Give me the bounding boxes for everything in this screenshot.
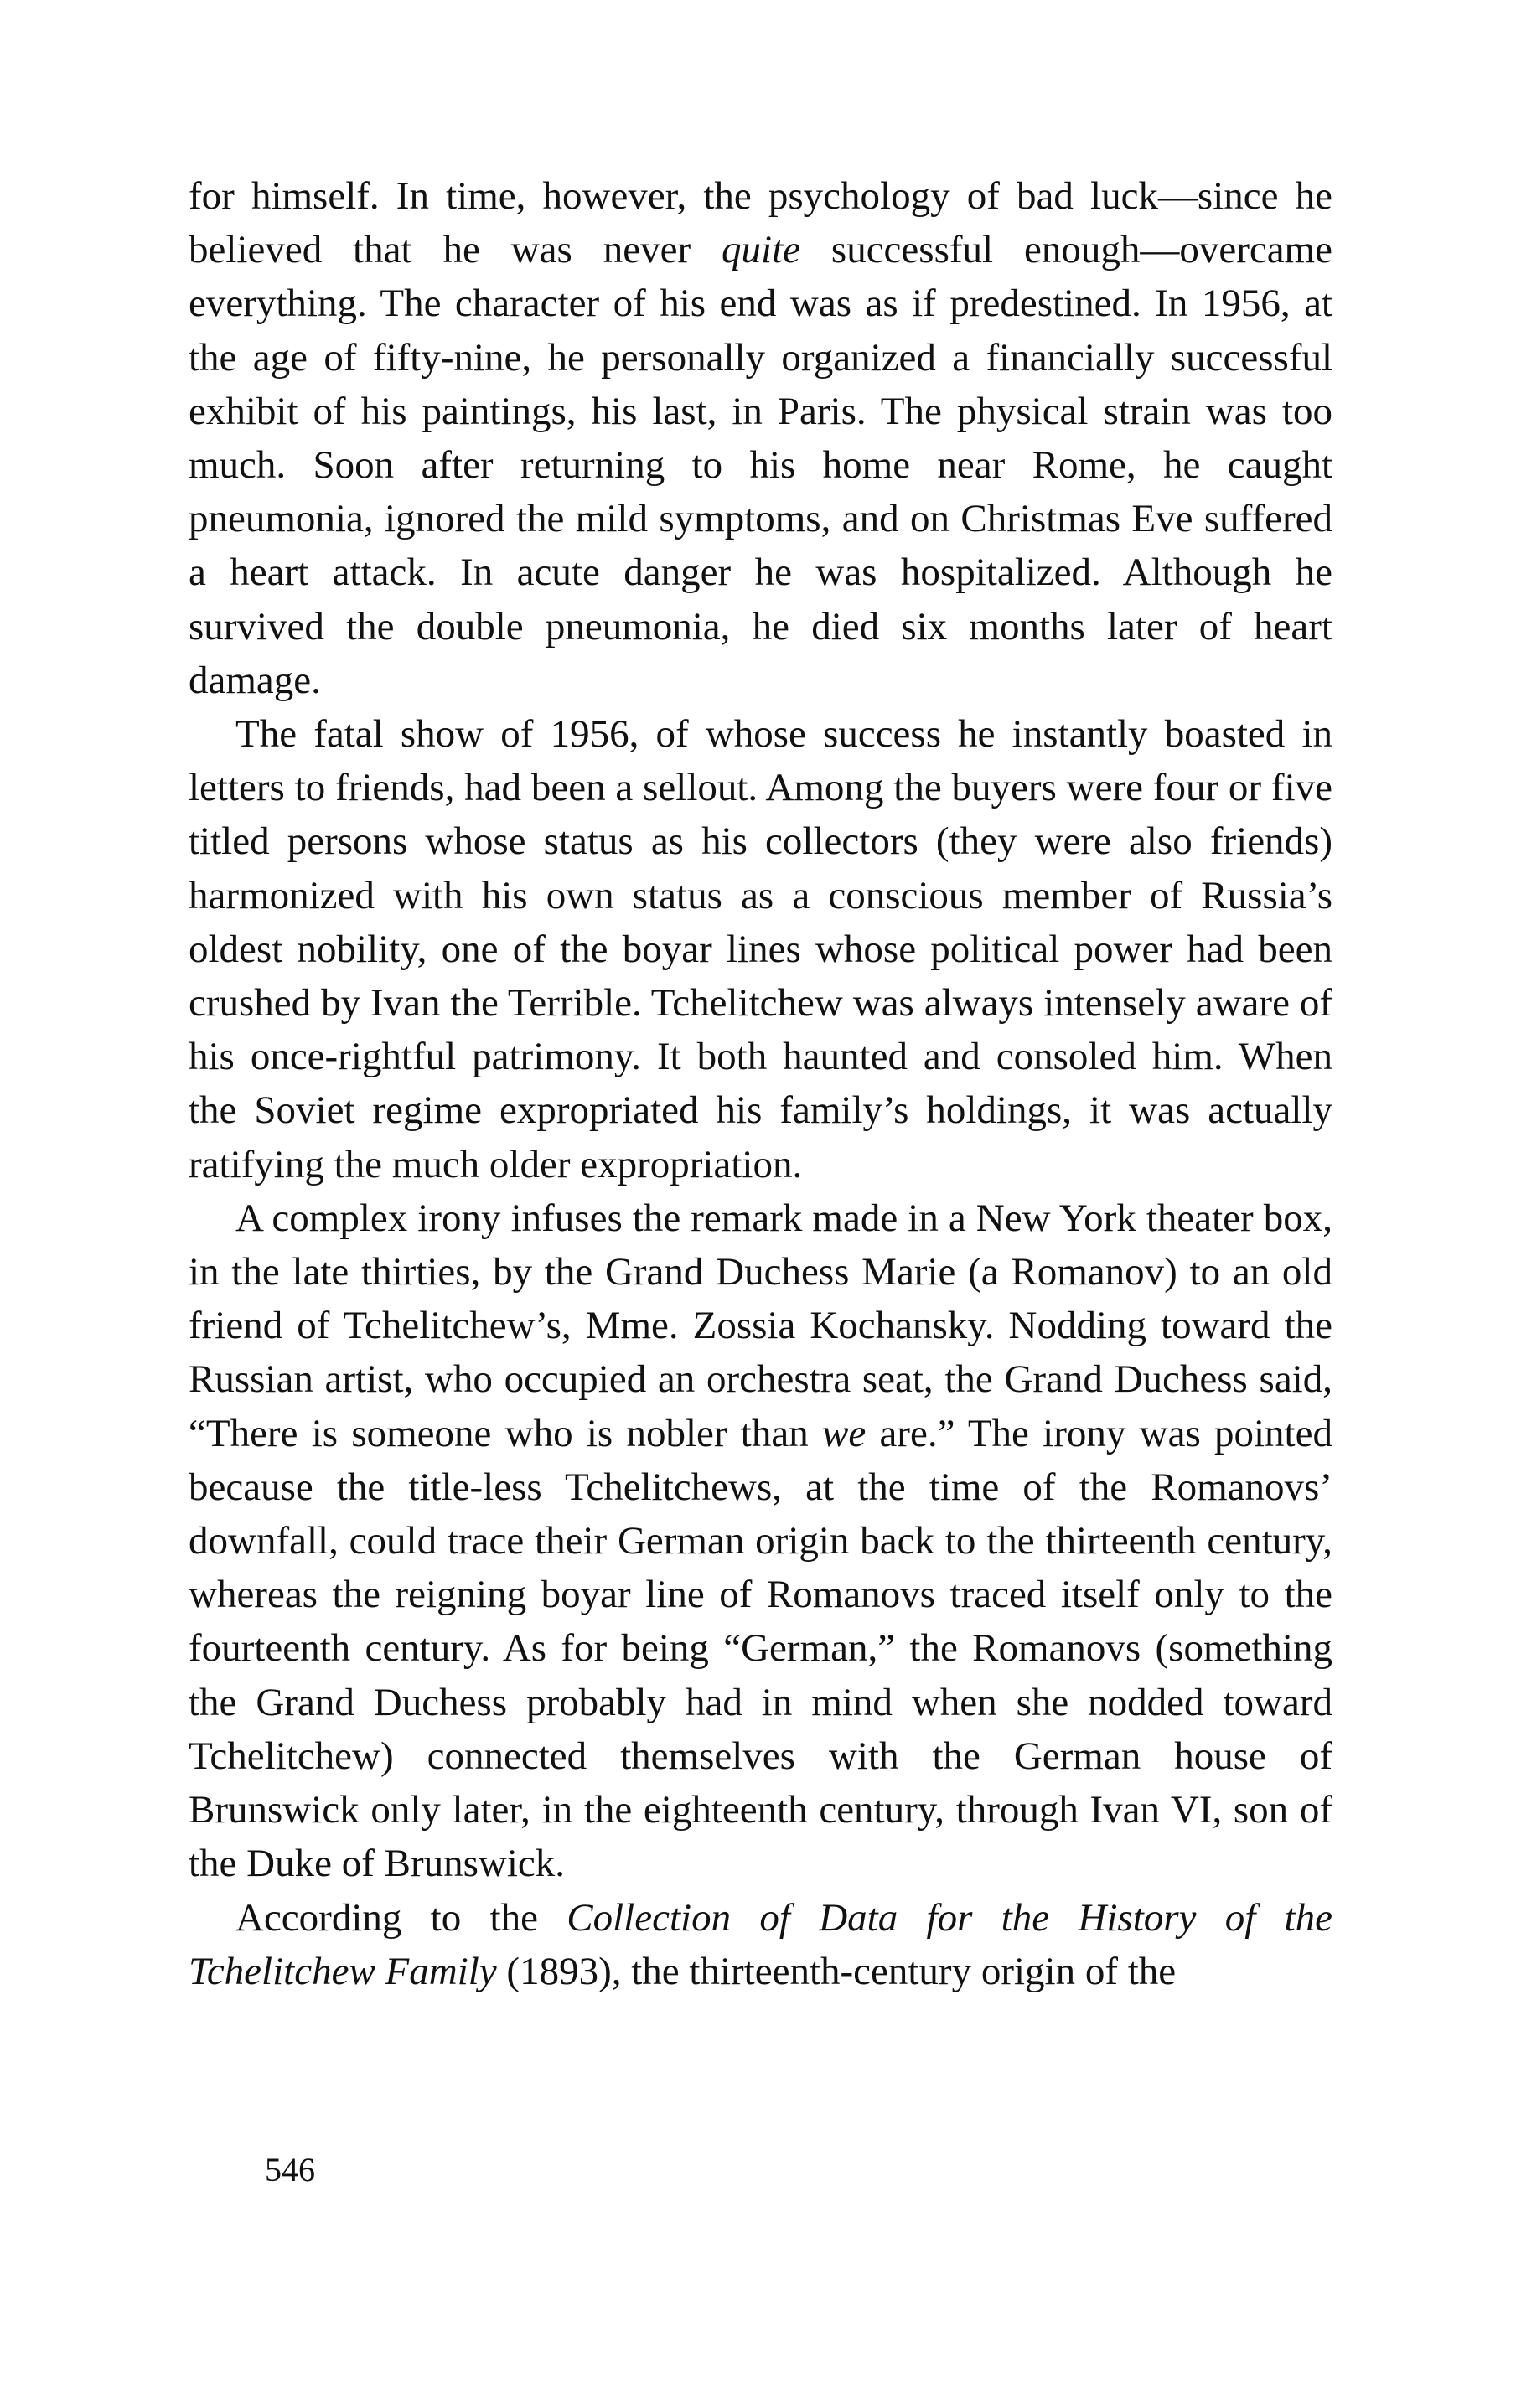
italic-text-segment: quite xyxy=(722,228,800,272)
italic-text-segment: we xyxy=(821,1411,867,1455)
text-segment: According to the xyxy=(235,1895,567,1940)
body-text xyxy=(189,169,1332,1998)
text-segment: The fatal show of 1956, of whose success he instantly boasted in letters to friends, had been a sellout. Among the buyers were four or five titled persons whose status as his collectors (they were also friends) harmonized with his own status as a conscious member of Russia’s oldest nobility, one of the boyar lines whose political power had been crushed by Ivan the Terrible. Tchelitchew was always intensely aware of his once-rightful patrimony. It both haunted and consoled him. When the Soviet regime expropriated his family’s holdings, it was actually ratifying the much older expropriation. xyxy=(189,712,1332,1186)
paragraph-1 xyxy=(189,169,1332,707)
paragraph-3 xyxy=(189,1191,1332,1891)
text-segment: (1893), the thirteenth-century origin of the xyxy=(496,1949,1177,1993)
text-segment: for himself. In time, however, the psychology of bad luck—since he believed that he was never xyxy=(189,174,1332,272)
paragraph-2 xyxy=(189,707,1332,1191)
page-number: 546 xyxy=(265,2151,315,2188)
italic-text-segment: Collection of Data for the History of the Tchelitchew Family xyxy=(189,1895,1332,1993)
text-segment: are.” The irony was pointed because the title-less Tchelitchews, at the time of the Romanovs’ downfall, could trace their German origin back to the thirteenth century, whereas the reigning boyar line of Romanovs traced itself only to the fourteenth century. As for being “German,” the Romanovs (something the Grand Duchess probably had in mind when she nodded toward Tchelitchew) connected themselves with the German house of Brunswick only later, in the eighteenth century, through Ivan VI, son of the Duke of Brunswick. xyxy=(189,1411,1332,1886)
paragraph-4 xyxy=(189,1891,1332,1998)
text-segment: successful enough—overcame everything. The character of his end was as if predestined. In 1956, at the age of fifty-nine, he personally organized a financially successful exhibit of his paintings, his last, in Paris. The physical strain was too much. Soon after returning to his home near Rome, he caught pneumonia, ignored the mild symptoms, and on Christmas Eve suffered a heart attack. In acute danger he was hospitalized. Although he survived the double pneumonia, he died six months later of heart damage. xyxy=(189,228,1332,702)
text-segment: A complex irony infuses the remark made in a New York theater box, in the late thirties, by the Grand Duchess Marie (a Romanov) to an old friend of Tchelitchew’s, Mme. Zossia Kochansky. Nodding toward the Russian artist, who occupied an orchestra seat, the Grand Duchess said, “There is someone who is nobler than xyxy=(189,1196,1332,1455)
